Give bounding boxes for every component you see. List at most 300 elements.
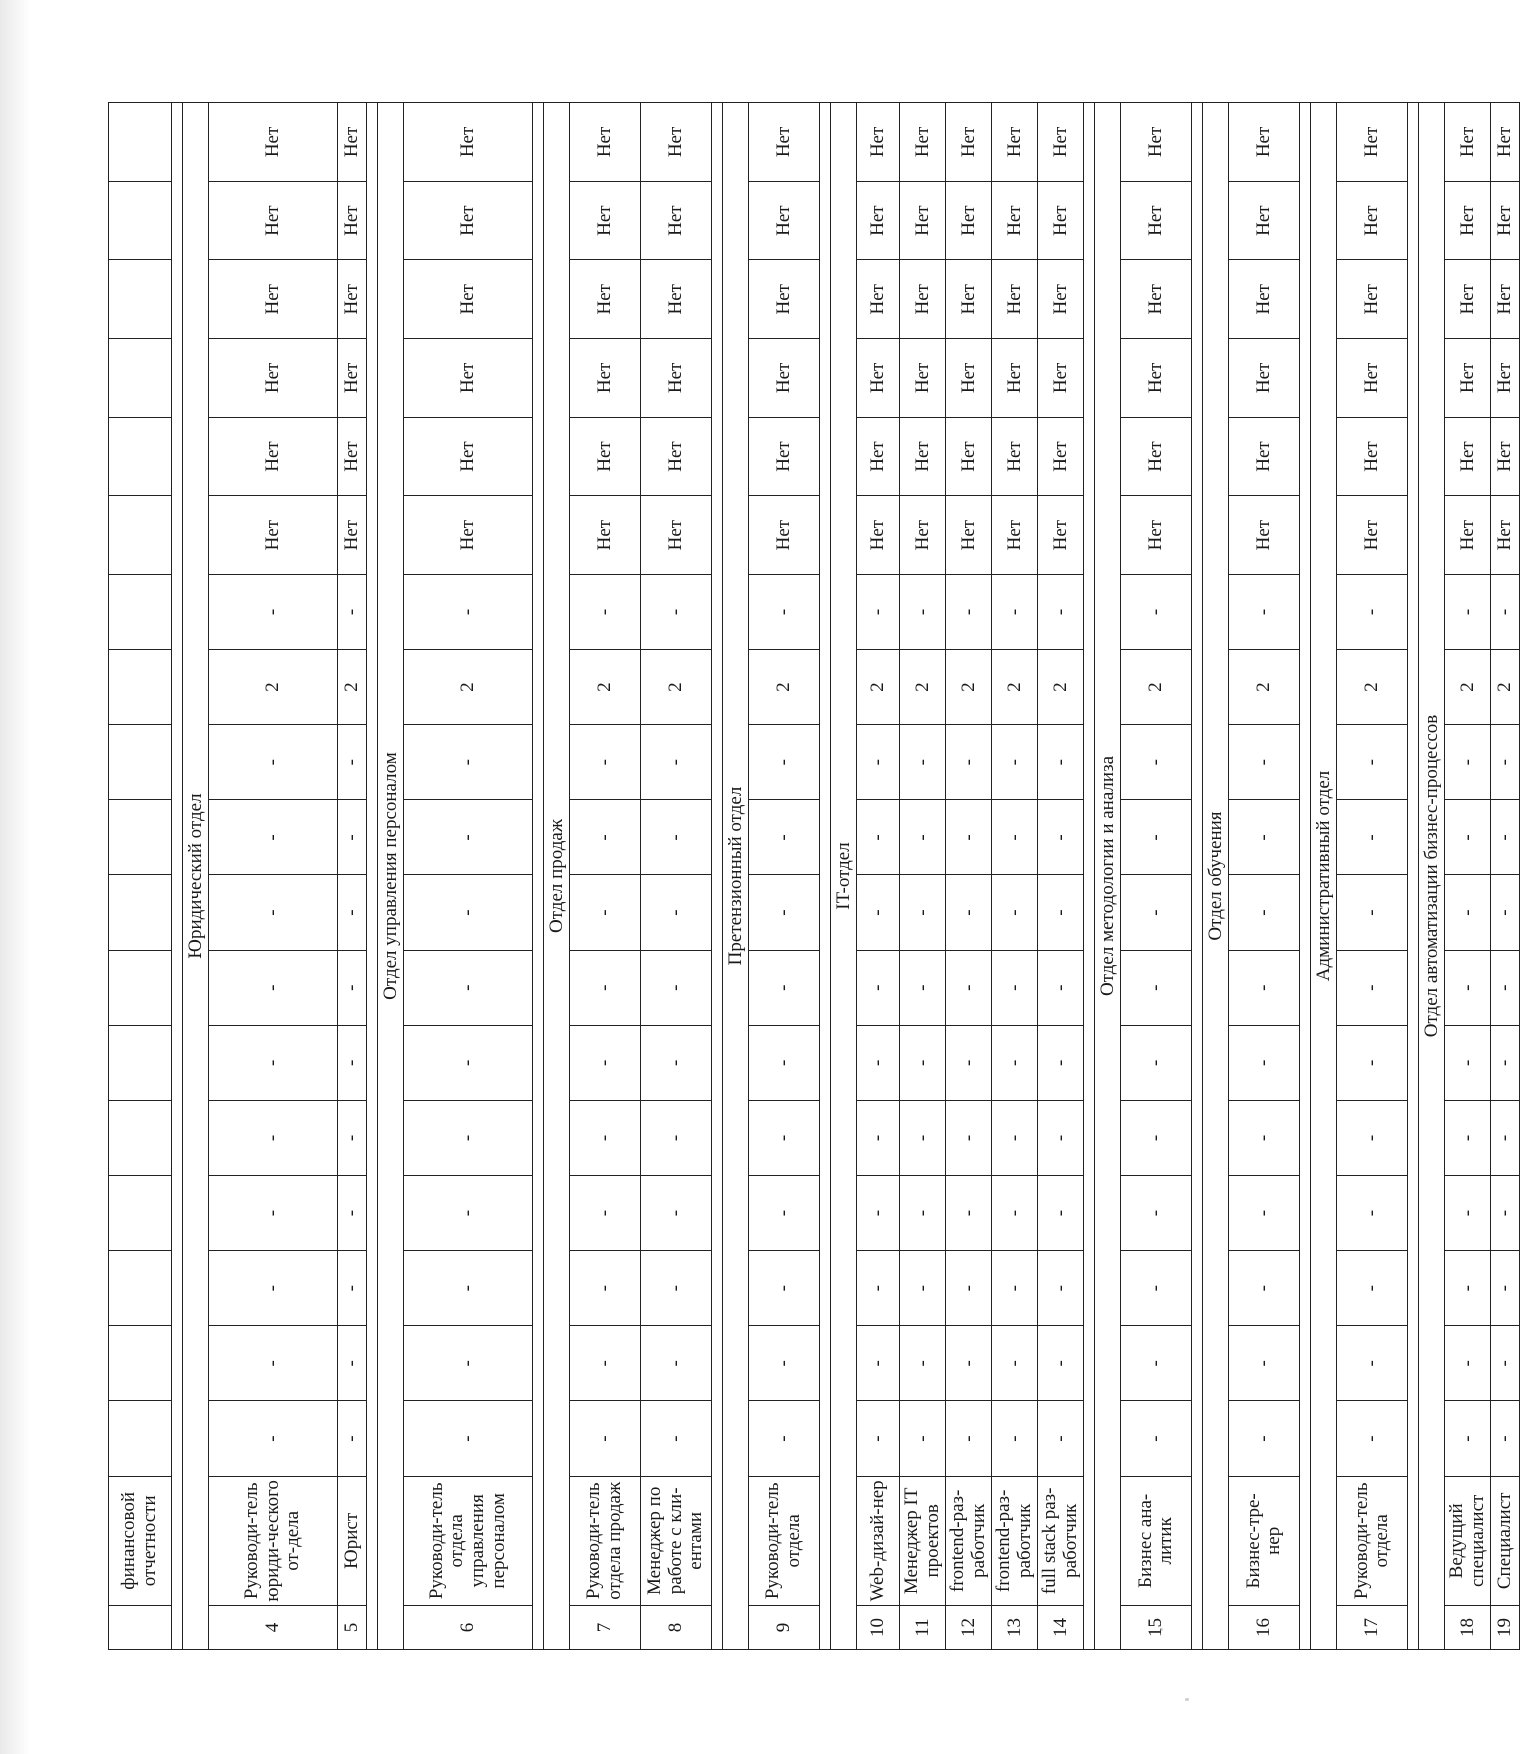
value-cell: Нет [209, 103, 338, 182]
value-cell: - [1337, 1251, 1408, 1326]
value-cell: - [857, 1025, 900, 1100]
scan-edge-shade [0, 0, 30, 1754]
section-gap-row [712, 103, 723, 1650]
value-cell: - [1337, 1100, 1408, 1175]
table-row [1121, 103, 1192, 1650]
value-cell: - [992, 1251, 1038, 1326]
value-cell: - [570, 800, 641, 875]
value-cell: Нет [209, 181, 338, 260]
section-title: Отдел автоматизации бизнес-процессов [1419, 103, 1445, 1650]
value-cell: - [857, 875, 900, 950]
value-cell: - [1445, 1251, 1491, 1326]
value-cell: - [570, 1025, 641, 1100]
value-cell: Нет [1491, 181, 1520, 260]
table-row [1337, 103, 1408, 1650]
value-cell: - [857, 1251, 900, 1326]
workplace-assessment-table [108, 102, 1520, 1650]
header-row [109, 103, 172, 1650]
value-cell: - [1038, 1326, 1084, 1401]
value-cell: - [1445, 1025, 1491, 1100]
value-cell: Нет [1229, 496, 1300, 575]
value-cell: 2 [857, 650, 900, 725]
value-cell: Нет [404, 181, 533, 260]
row-number: 16 [1229, 1606, 1300, 1650]
value-cell: - [857, 1176, 900, 1251]
value-cell: - [404, 1100, 533, 1175]
value-cell: - [404, 1326, 533, 1401]
table-row [570, 103, 641, 1650]
position-name: Специалист [1491, 1476, 1520, 1605]
value-cell: Нет [338, 181, 367, 260]
value-cell: Нет [1445, 103, 1491, 182]
value-cell: 2 [992, 650, 1038, 725]
value-cell: - [749, 950, 820, 1025]
table-row [946, 103, 992, 1650]
value-cell: - [1445, 800, 1491, 875]
row-number: 7 [570, 1606, 641, 1650]
table-row [338, 103, 367, 1650]
value-cell: Нет [749, 496, 820, 575]
value-cell: - [570, 1326, 641, 1401]
value-cell: - [749, 725, 820, 800]
value-cell: - [1337, 1401, 1408, 1476]
section-header-row [1311, 103, 1337, 1650]
value-cell: - [338, 725, 367, 800]
row-number: 14 [1038, 1606, 1084, 1650]
value-cell: Нет [946, 417, 992, 496]
position-name: frontend-раз-работчик [992, 1476, 1038, 1605]
value-cell: - [992, 574, 1038, 649]
value-cell: Нет [338, 260, 367, 339]
value-cell: Нет [900, 417, 946, 496]
value-cell: - [900, 875, 946, 950]
value-cell: - [1229, 1025, 1300, 1100]
value-cell: 2 [946, 650, 992, 725]
value-cell: - [857, 725, 900, 800]
value-cell: - [1229, 1176, 1300, 1251]
value-cell: - [946, 574, 992, 649]
value-cell: Нет [1337, 339, 1408, 418]
value-cell: - [749, 1326, 820, 1401]
value-cell: Нет [338, 103, 367, 182]
value-cell: Нет [946, 181, 992, 260]
value-cell: - [1337, 875, 1408, 950]
value-cell: - [404, 574, 533, 649]
value-cell: - [900, 1176, 946, 1251]
value-cell: Нет [1445, 417, 1491, 496]
value-cell: - [1038, 1100, 1084, 1175]
value-cell: - [1491, 1251, 1520, 1326]
value-cell: Нет [338, 417, 367, 496]
value-cell: 2 [1121, 650, 1192, 725]
row-number: 13 [992, 1606, 1038, 1650]
value-cell: Нет [1121, 260, 1192, 339]
value-cell: Нет [641, 260, 712, 339]
value-cell: Нет [1121, 496, 1192, 575]
value-cell: - [1038, 1251, 1084, 1326]
value-cell: - [946, 1251, 992, 1326]
value-cell: Нет [1491, 496, 1520, 575]
value-cell: - [641, 1401, 712, 1476]
value-cell: - [209, 1326, 338, 1401]
value-cell: Нет [1491, 103, 1520, 182]
value-cell: 2 [1445, 650, 1491, 725]
section-title: Юридический отдел [183, 103, 209, 1650]
row-number: 6 [404, 1606, 533, 1650]
scan-speck [1185, 1698, 1189, 1701]
value-cell: Нет [946, 260, 992, 339]
position-name: Web-дизай-нер [857, 1476, 900, 1605]
value-cell: - [900, 1025, 946, 1100]
value-cell: - [338, 1025, 367, 1100]
value-cell: - [1445, 875, 1491, 950]
value-cell: Нет [570, 496, 641, 575]
value-cell: Нет [992, 181, 1038, 260]
value-cell: Нет [1445, 339, 1491, 418]
value-cell: Нет [338, 339, 367, 418]
position-name: Юрист [338, 1476, 367, 1605]
value-cell: - [1445, 574, 1491, 649]
position-name: frontend-раз-работчик [946, 1476, 992, 1605]
value-cell: - [1038, 800, 1084, 875]
value-cell: - [1121, 1401, 1192, 1476]
value-cell: - [946, 1176, 992, 1251]
value-cell: - [404, 1401, 533, 1476]
section-title: Отдел методологии и анализа [1095, 103, 1121, 1650]
value-cell: Нет [857, 260, 900, 339]
value-cell: 2 [404, 650, 533, 725]
table-row [1491, 103, 1520, 1650]
section-gap-row [533, 103, 544, 1650]
position-name: Менеджер IT проектов [900, 1476, 946, 1605]
section-title: Административный отдел [1311, 103, 1337, 1650]
value-cell: 2 [338, 650, 367, 725]
value-cell: Нет [1337, 496, 1408, 575]
table-row [992, 103, 1038, 1650]
section-header-row [378, 103, 404, 1650]
value-cell: - [1337, 1326, 1408, 1401]
value-cell: Нет [1038, 339, 1084, 418]
value-cell: - [900, 1100, 946, 1175]
row-number: 19 [1491, 1606, 1520, 1650]
value-cell: - [1337, 1025, 1408, 1100]
value-cell: - [1121, 1025, 1192, 1100]
value-cell: Нет [404, 103, 533, 182]
value-cell: - [338, 1326, 367, 1401]
value-cell: - [946, 1100, 992, 1175]
section-header-row [831, 103, 857, 1650]
value-cell: Нет [900, 181, 946, 260]
value-cell: Нет [1337, 260, 1408, 339]
value-cell: Нет [404, 339, 533, 418]
value-cell: - [749, 1176, 820, 1251]
position-name: Руководи-тель отдела управления персоналом [404, 1476, 533, 1605]
value-cell: Нет [1038, 103, 1084, 182]
value-cell: - [570, 1100, 641, 1175]
section-header-row [183, 103, 209, 1650]
value-cell: Нет [1445, 496, 1491, 575]
section-title: Отдел продаж [544, 103, 570, 1650]
value-cell: - [857, 800, 900, 875]
value-cell: - [857, 574, 900, 649]
position-name: Бизнес-тре-нер [1229, 1476, 1300, 1605]
value-cell: - [1445, 1326, 1491, 1401]
position-name: Руководи-тель юриди-ческого от-дела [209, 1476, 338, 1605]
value-cell: - [1337, 1176, 1408, 1251]
section-header-row [1419, 103, 1445, 1650]
value-cell: Нет [749, 103, 820, 182]
value-cell: - [338, 1100, 367, 1175]
value-cell: - [1491, 1326, 1520, 1401]
value-cell: - [1491, 875, 1520, 950]
value-cell: Нет [1121, 417, 1192, 496]
value-cell: Нет [1337, 181, 1408, 260]
value-cell: - [570, 950, 641, 1025]
value-cell: Нет [992, 496, 1038, 575]
value-cell: Нет [1229, 260, 1300, 339]
value-cell: Нет [749, 260, 820, 339]
value-cell: - [1445, 1176, 1491, 1251]
value-cell: - [404, 1251, 533, 1326]
value-cell: Нет [946, 496, 992, 575]
value-cell: - [992, 800, 1038, 875]
value-cell: - [209, 1100, 338, 1175]
value-cell: 2 [1229, 650, 1300, 725]
value-cell: - [1121, 1326, 1192, 1401]
row-number: 5 [338, 1606, 367, 1650]
value-cell: Нет [1491, 417, 1520, 496]
value-cell: 2 [209, 650, 338, 725]
value-cell: - [338, 950, 367, 1025]
value-cell: Нет [641, 181, 712, 260]
value-cell: - [749, 1025, 820, 1100]
value-cell: Нет [1121, 103, 1192, 182]
row-number: 18 [1445, 1606, 1491, 1650]
value-cell: - [1121, 725, 1192, 800]
value-cell: - [992, 1401, 1038, 1476]
value-cell: Нет [992, 103, 1038, 182]
table-row [404, 103, 533, 1650]
row-number: 11 [900, 1606, 946, 1650]
value-cell: Нет [900, 103, 946, 182]
value-cell: - [641, 800, 712, 875]
value-cell: - [338, 574, 367, 649]
value-cell: Нет [857, 103, 900, 182]
section-gap-row [1084, 103, 1095, 1650]
value-cell: Нет [570, 181, 641, 260]
value-cell: - [857, 1401, 900, 1476]
value-cell: - [641, 950, 712, 1025]
value-cell: Нет [900, 496, 946, 575]
value-cell: - [1229, 1401, 1300, 1476]
value-cell: - [992, 1326, 1038, 1401]
value-cell: 2 [749, 650, 820, 725]
value-cell: - [1229, 1251, 1300, 1326]
section-gap-row [367, 103, 378, 1650]
value-cell: - [1337, 574, 1408, 649]
header-cell [109, 1606, 172, 1650]
value-cell: Нет [570, 260, 641, 339]
section-header-row [1203, 103, 1229, 1650]
section-title: IT-отдел [831, 103, 857, 1650]
value-cell: - [641, 1326, 712, 1401]
value-cell: - [946, 875, 992, 950]
value-cell: - [946, 1401, 992, 1476]
value-cell: Нет [749, 339, 820, 418]
value-cell: - [946, 950, 992, 1025]
value-cell: 2 [1491, 650, 1520, 725]
value-cell: Нет [209, 496, 338, 575]
value-cell: Нет [946, 103, 992, 182]
section-gap-row [1192, 103, 1203, 1650]
value-cell: - [209, 800, 338, 875]
table-row [749, 103, 820, 1650]
section-title: Отдел обучения [1203, 103, 1229, 1650]
value-cell: - [1038, 1025, 1084, 1100]
value-cell: - [946, 800, 992, 875]
value-cell: - [570, 725, 641, 800]
value-cell: - [1445, 725, 1491, 800]
section-header-row [723, 103, 749, 1650]
value-cell: Нет [992, 339, 1038, 418]
table-row [900, 103, 946, 1650]
value-cell: Нет [1038, 181, 1084, 260]
value-cell: - [338, 1251, 367, 1326]
value-cell: - [992, 875, 1038, 950]
value-cell: - [1121, 1251, 1192, 1326]
value-cell: - [900, 725, 946, 800]
section-gap-row [1300, 103, 1311, 1650]
value-cell: - [857, 1326, 900, 1401]
table-row [1445, 103, 1491, 1650]
value-cell: Нет [641, 496, 712, 575]
value-cell: - [992, 1025, 1038, 1100]
value-cell: - [749, 1251, 820, 1326]
value-cell: - [570, 574, 641, 649]
value-cell: - [404, 800, 533, 875]
value-cell: - [1229, 1100, 1300, 1175]
table-row [1038, 103, 1084, 1650]
value-cell: - [946, 725, 992, 800]
section-gap-row [172, 103, 183, 1650]
value-cell: - [749, 1100, 820, 1175]
value-cell: - [992, 1176, 1038, 1251]
value-cell: - [209, 1176, 338, 1251]
value-cell: - [1229, 875, 1300, 950]
value-cell: - [1491, 725, 1520, 800]
value-cell: - [209, 875, 338, 950]
value-cell: - [338, 1401, 367, 1476]
value-cell: - [570, 1401, 641, 1476]
value-cell: 2 [900, 650, 946, 725]
section-gap-row [1408, 103, 1419, 1650]
value-cell: - [900, 950, 946, 1025]
value-cell: Нет [1229, 103, 1300, 182]
value-cell: - [992, 725, 1038, 800]
value-cell: Нет [404, 496, 533, 575]
value-cell: Нет [1445, 260, 1491, 339]
value-cell: Нет [570, 417, 641, 496]
value-cell: - [749, 800, 820, 875]
value-cell: Нет [1229, 181, 1300, 260]
value-cell: - [1229, 800, 1300, 875]
value-cell: Нет [992, 260, 1038, 339]
value-cell: - [404, 725, 533, 800]
value-cell: Нет [857, 496, 900, 575]
value-cell: - [857, 1100, 900, 1175]
row-number: 12 [946, 1606, 992, 1650]
value-cell: - [1491, 574, 1520, 649]
value-cell: Нет [209, 417, 338, 496]
value-cell: - [1121, 800, 1192, 875]
section-header-row [544, 103, 570, 1650]
value-cell: - [1491, 1100, 1520, 1175]
value-cell: Нет [1038, 417, 1084, 496]
value-cell: - [1445, 1100, 1491, 1175]
value-cell: - [1038, 1401, 1084, 1476]
row-number: 9 [749, 1606, 820, 1650]
value-cell: - [749, 875, 820, 950]
value-cell: - [992, 1100, 1038, 1175]
rotated-page [108, 102, 1516, 1650]
value-cell: Нет [857, 417, 900, 496]
value-cell: - [900, 1401, 946, 1476]
row-number: 10 [857, 1606, 900, 1650]
value-cell: - [1038, 1176, 1084, 1251]
value-cell: Нет [1337, 103, 1408, 182]
value-cell: - [641, 1251, 712, 1326]
value-cell: 2 [1337, 650, 1408, 725]
value-cell: - [641, 875, 712, 950]
section-title: Претензионный отдел [723, 103, 749, 1650]
value-cell: - [1121, 574, 1192, 649]
table-row [1229, 103, 1300, 1650]
value-cell: - [749, 574, 820, 649]
value-cell: Нет [900, 260, 946, 339]
table-row [857, 103, 900, 1650]
header-cell-label: финансовой отчетности [109, 1476, 172, 1605]
value-cell: - [404, 1176, 533, 1251]
table-row [209, 103, 338, 1650]
position-name: Руководи-тель отдела [1337, 1476, 1408, 1605]
position-name: Руководи-тель отдела продаж [570, 1476, 641, 1605]
value-cell: Нет [749, 417, 820, 496]
value-cell: Нет [1121, 181, 1192, 260]
value-cell: - [1337, 800, 1408, 875]
value-cell: - [570, 1176, 641, 1251]
value-cell: Нет [641, 417, 712, 496]
value-cell: - [641, 1025, 712, 1100]
value-cell: - [946, 1025, 992, 1100]
value-cell: - [1491, 1401, 1520, 1476]
value-cell: - [209, 1251, 338, 1326]
value-cell: - [946, 1326, 992, 1401]
value-cell: Нет [1445, 181, 1491, 260]
value-cell: - [404, 1025, 533, 1100]
value-cell: 2 [641, 650, 712, 725]
position-name: Руководи-тель отдела [749, 1476, 820, 1605]
value-cell: - [641, 1176, 712, 1251]
value-cell: Нет [570, 339, 641, 418]
value-cell: - [1445, 1401, 1491, 1476]
value-cell: Нет [1038, 260, 1084, 339]
position-name: Бизнес ана-литик [1121, 1476, 1192, 1605]
row-number: 17 [1337, 1606, 1408, 1650]
value-cell: Нет [209, 260, 338, 339]
value-cell: - [1445, 950, 1491, 1025]
value-cell: Нет [641, 103, 712, 182]
value-cell: - [900, 1326, 946, 1401]
